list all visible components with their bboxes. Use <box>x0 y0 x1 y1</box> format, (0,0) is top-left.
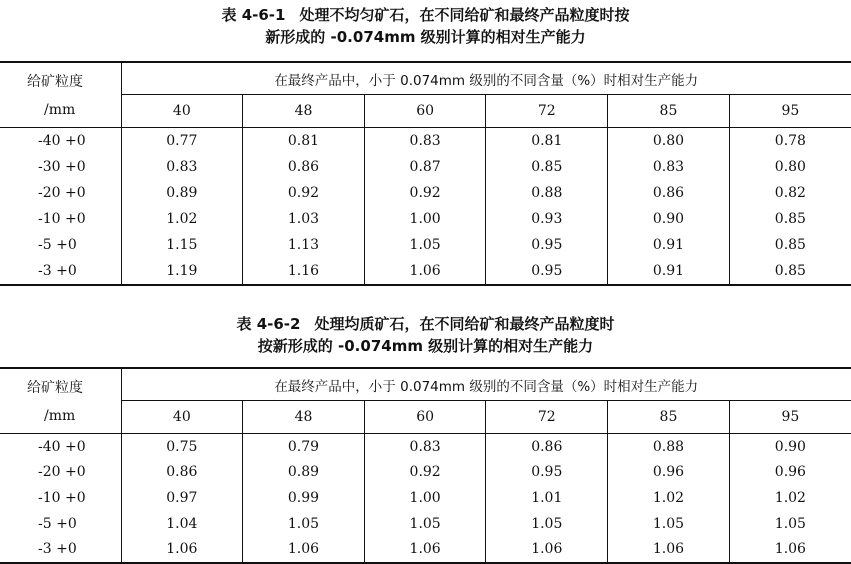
capacity-table <box>0 61 851 286</box>
caption-title: 处理均质矿石，在不同给矿和最终产品粒度时 <box>314 315 615 333</box>
column-header-row <box>0 95 851 128</box>
column-header: 95 <box>729 95 851 128</box>
row-header-unit: /mm <box>44 408 76 424</box>
column-header: 60 <box>364 401 486 434</box>
row-header-unit: /mm <box>44 102 76 118</box>
column-header: 72 <box>486 95 608 128</box>
table-cell: 1.19 <box>121 258 243 285</box>
row-header-label: 给矿粒度 <box>27 380 83 396</box>
table-cell: 0.75 <box>121 434 243 460</box>
table-cell: 0.86 <box>121 460 243 486</box>
caption-line-2: 新形成的 -0.074mm 级别计算的相对生产能力 <box>265 28 586 46</box>
table-cell: 0.95 <box>486 460 608 486</box>
table-cell: 0.83 <box>608 154 730 180</box>
table-cell: 0.85 <box>486 154 608 180</box>
table-cell: 0.81 <box>486 128 608 155</box>
table-cell: 1.06 <box>364 536 486 563</box>
table-caption <box>0 4 851 48</box>
table-cell: 0.86 <box>608 180 730 206</box>
table-cell: 1.05 <box>608 511 730 537</box>
row-label: -10 +0 <box>0 485 121 511</box>
table-row <box>0 128 851 155</box>
table-row <box>0 434 851 460</box>
table-cell: 0.99 <box>243 485 365 511</box>
table-cell: 1.05 <box>486 511 608 537</box>
caption-title: 处理不均匀矿石，在不同给矿和最终产品粒度时按 <box>299 6 630 24</box>
table-cell: 1.06 <box>121 536 243 563</box>
row-label: -10 +0 <box>0 206 121 232</box>
column-header: 95 <box>729 401 851 434</box>
table-cell: 0.88 <box>608 434 730 460</box>
row-label: -30 +0 <box>0 154 121 180</box>
table-cell: 0.83 <box>121 154 243 180</box>
column-group-header: 在最终产品中，小于 0.074mm 级别的不同含量（%）时相对生产能力 <box>121 62 851 95</box>
table-cell: 1.03 <box>243 206 365 232</box>
capacity-table <box>0 367 851 564</box>
caption-line-1 <box>0 313 851 335</box>
column-header: 85 <box>608 401 730 434</box>
table-cell: 0.90 <box>608 206 730 232</box>
table-cell: 1.06 <box>608 536 730 563</box>
row-label: -40 +0 <box>0 128 121 155</box>
table-row <box>0 180 851 206</box>
column-header: 85 <box>608 95 730 128</box>
table-body <box>0 434 851 563</box>
table-cell: 0.89 <box>243 460 365 486</box>
column-header-row <box>0 401 851 434</box>
table-cell: 0.92 <box>364 180 486 206</box>
column-group-header: 在最终产品中，小于 0.074mm 级别的不同含量（%）时相对生产能力 <box>121 368 851 401</box>
table-cell: 1.00 <box>364 206 486 232</box>
table-cell: 0.78 <box>729 128 851 155</box>
table-cell: 0.86 <box>243 154 365 180</box>
table-cell: 1.02 <box>121 206 243 232</box>
table-cell: 0.85 <box>729 232 851 258</box>
column-header: 72 <box>486 401 608 434</box>
table-cell: 1.06 <box>486 536 608 563</box>
table-cell: 1.02 <box>729 485 851 511</box>
caption-line-2: 按新形成的 -0.074mm 级别计算的相对生产能力 <box>257 337 594 355</box>
table-row <box>0 258 851 285</box>
row-label: -40 +0 <box>0 434 121 460</box>
table-number: 表 4-6-1 <box>221 6 286 24</box>
table-cell: 0.85 <box>729 206 851 232</box>
table-cell: 0.92 <box>364 460 486 486</box>
table-cell: 0.96 <box>729 460 851 486</box>
table-cell: 0.86 <box>486 434 608 460</box>
table-cell: 1.05 <box>364 232 486 258</box>
column-header: 60 <box>364 95 486 128</box>
column-header: 48 <box>243 401 365 434</box>
column-header: 40 <box>121 95 243 128</box>
table-cell: 0.83 <box>364 128 486 155</box>
table-cell: 0.91 <box>608 258 730 285</box>
row-label: -20 +0 <box>0 180 121 206</box>
table-cell: 0.97 <box>121 485 243 511</box>
table-cell: 1.16 <box>243 258 365 285</box>
table-row <box>0 206 851 232</box>
table-cell: 1.06 <box>364 258 486 285</box>
row-label: -3 +0 <box>0 536 121 563</box>
column-header: 48 <box>243 95 365 128</box>
table-caption <box>0 313 851 357</box>
row-label: -3 +0 <box>0 258 121 285</box>
table-row <box>0 232 851 258</box>
table-row <box>0 460 851 486</box>
table-cell: 1.04 <box>121 511 243 537</box>
table-cell: 0.82 <box>729 180 851 206</box>
table-row <box>0 485 851 511</box>
table-cell: 1.05 <box>243 511 365 537</box>
table-cell: 1.06 <box>243 536 365 563</box>
table-cell: 0.91 <box>608 232 730 258</box>
table-cell: 0.88 <box>486 180 608 206</box>
table-cell: 1.00 <box>364 485 486 511</box>
table-number: 表 4-6-2 <box>236 315 301 333</box>
table-cell: 0.92 <box>243 180 365 206</box>
table-row <box>0 511 851 537</box>
table-cell: 0.80 <box>608 128 730 155</box>
row-label: -5 +0 <box>0 511 121 537</box>
row-header-label: 给矿粒度 <box>27 74 83 90</box>
table-row <box>0 154 851 180</box>
table-cell: 1.13 <box>243 232 365 258</box>
column-header: 40 <box>121 401 243 434</box>
table-cell: 0.81 <box>243 128 365 155</box>
table-cell: 1.05 <box>729 511 851 537</box>
table-body <box>0 128 851 286</box>
table-cell: 0.79 <box>243 434 365 460</box>
row-label: -5 +0 <box>0 232 121 258</box>
row-header-cell <box>0 62 121 128</box>
table-cell: 0.89 <box>121 180 243 206</box>
table-cell: 0.83 <box>364 434 486 460</box>
table-cell: 1.06 <box>729 536 851 563</box>
table-cell: 0.90 <box>729 434 851 460</box>
caption-line-1 <box>0 4 851 26</box>
row-header-cell <box>0 368 121 434</box>
table-cell: 0.80 <box>729 154 851 180</box>
table-cell: 1.15 <box>121 232 243 258</box>
table-cell: 0.85 <box>729 258 851 285</box>
table-cell: 0.96 <box>608 460 730 486</box>
table-cell: 1.01 <box>486 485 608 511</box>
table-cell: 0.93 <box>486 206 608 232</box>
table-cell: 0.77 <box>121 128 243 155</box>
table-cell: 1.02 <box>608 485 730 511</box>
table-row <box>0 536 851 563</box>
table-cell: 0.87 <box>364 154 486 180</box>
row-label: -20 +0 <box>0 460 121 486</box>
table-cell: 0.95 <box>486 258 608 285</box>
table-cell: 1.05 <box>364 511 486 537</box>
table-cell: 0.95 <box>486 232 608 258</box>
